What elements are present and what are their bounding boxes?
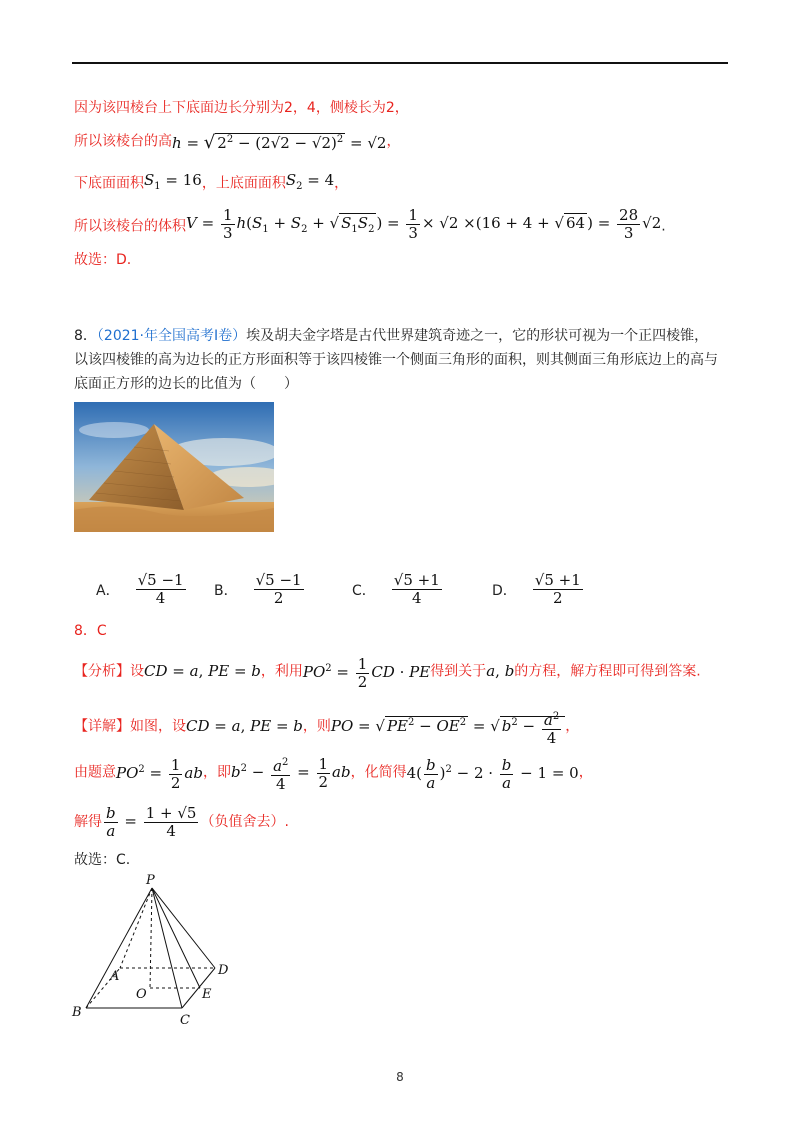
q8-line1: 8．（2021·年全国高考Ⅰ卷）埃及胡夫金字塔是古代世界建筑奇迹之一，它的形状可视为一个正四棱锥，: [74, 328, 709, 344]
q8-source: （2021·年全国高考Ⅰ卷）: [96, 328, 247, 344]
page-number: 8: [396, 1070, 404, 1084]
pyramid-photo: [74, 402, 274, 532]
edge-pa: [120, 888, 152, 968]
sol7-answer: 故选：D.: [74, 252, 132, 268]
pyramid-diagram: [60, 868, 250, 1028]
header-rule: [72, 62, 728, 64]
sol7-area-line: 下底面面积$S_1 = 16$，上底面面积$S_2 = 4$，: [74, 171, 349, 192]
label-a: A: [110, 969, 120, 984]
sol8-answer-head: 8．C: [74, 623, 107, 639]
segment-pe: [152, 888, 200, 988]
choice-d[interactable]: D． $\frac{√5 +1}{2}$: [492, 571, 581, 607]
label-o: O: [136, 987, 147, 1002]
sol8-detail: 【详解】如图，设CD = a, PE = b，则PO = √ $PE^2 - OE^2$ = √ $b^2$ − $\frac{a^2}{4}$ ，: [74, 706, 579, 747]
choice-c[interactable]: C． $\frac{√5 +1}{4}$: [352, 571, 440, 607]
label-p: P: [146, 873, 155, 888]
label-b: B: [72, 1005, 82, 1020]
sol7-volume-line: 所以该棱台的体积V = $\frac{1}{3}$ $h(S_1 + S_2$ + √ $S_1S_2$ ) = $\frac{1}{3}$ × √2 ×(16 + 4 + √ 64 ) = $\frac{28}{3}$ √2.: [74, 205, 666, 242]
label-d: D: [218, 963, 229, 978]
q8-line3: 底面正方形的边长的比值为（ ）: [74, 376, 298, 392]
label-c: C: [180, 1013, 190, 1028]
sol8-analysis: 【分析】设CD = a, PE = b，利用$PO^2$ = $\frac{1}{2}$ CD · PE得到关于a, b的方程，解方程即可得到答案.: [74, 654, 701, 691]
edge-pc: [152, 888, 182, 1008]
sol8-solve: 解得 $\frac{b}{a}$ = $\frac{1 + √5}{4}$ （负值舍去）.: [74, 803, 289, 840]
edge-pd: [152, 888, 215, 968]
choice-b[interactable]: B． $\frac{√5 -1}{2}$: [214, 571, 302, 607]
sol7-line1: 因为该四棱台上下底面边长分别为2，4，侧棱长为2，: [74, 100, 409, 116]
segment-po: [150, 888, 152, 988]
sol8-equation: 由题意$PO^2$ = $\frac{1}{2}$ ab，即$b^2$ − $\frac{a^2}{4}$ = $\frac{1}{2}$ ab，化简得4( $\frac{b}{a}$ )$^2$ − 2 · $\frac{b}{a}$ − 1 = 0，: [74, 754, 593, 793]
q8-line2: 以该四棱锥的高为边长的正方形面积等于该四棱锥一个侧面三角形的面积，则其侧面三角形底边上的高与: [74, 352, 718, 368]
sol7-height-line: 所以该棱台的高h = √ $2^2 - (2√2 - √2)^2 = √2$，: [74, 132, 401, 153]
label-e: E: [202, 987, 212, 1002]
choice-a[interactable]: A． $\frac{√5 -1}{4}$: [96, 571, 184, 607]
sol8-final: 故选：C.: [74, 852, 131, 868]
